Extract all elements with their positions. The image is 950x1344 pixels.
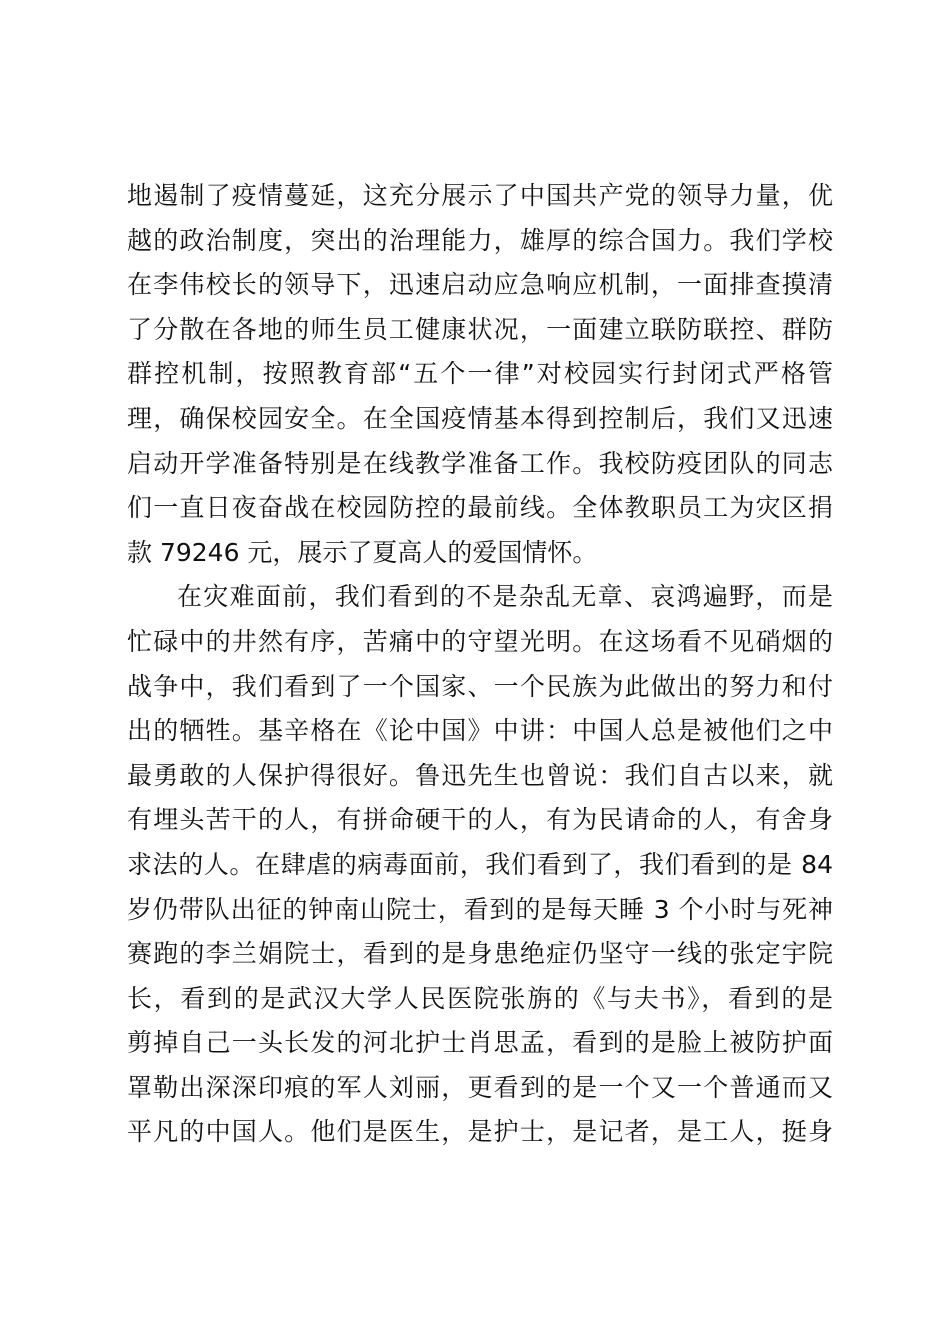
text-line: 有埋头苦干的人，有拼命硬干的人，有为民请命的人，有舍身: [127, 805, 833, 835]
text-line: 最勇敢的人保护得很好。鲁迅先生也曾说：我们自古以来，就: [127, 760, 833, 790]
text-line: 剪掉自己一头长发的河北护士肖思孟，看到的是脸上被防护面: [127, 1028, 833, 1058]
text-line: 忙碌中的井然有序，苦痛中的守望光明。在这场看不见硝烟的: [127, 626, 833, 656]
text-line: 启动开学准备特别是在线教学准备工作。我校防疫团队的同志: [127, 448, 833, 478]
text-line: 求法的人。在肆虐的病毒面前，我们看到了，我们看到的是 84: [127, 849, 833, 879]
text-line: 了分散在各地的师生员工健康状况，一面建立联防联控、群防: [127, 314, 833, 344]
text-line: 地遏制了疫情蔓延，这充分展示了中国共产党的领导力量，优: [127, 181, 833, 210]
text-line: 长，看到的是武汉大学人民医院张旃的《与夫书》，看到的是: [127, 983, 833, 1013]
text-line: 理，确保校园安全。在全国疫情基本得到控制后，我们又迅速: [127, 403, 833, 433]
text-line: 罩勒出深深印痕的军人刘丽，更看到的是一个又一个普通而又: [127, 1072, 833, 1102]
paragraph-end-line: 款 79246 元，展示了夏高人的爱国情怀。: [127, 537, 598, 567]
paragraph-start-line: 在灾难面前，我们看到的不是杂乱无章、哀鸿遍野，而是: [177, 582, 833, 612]
text-line: 们一直日夜奋战在校园防控的最前线。全体教职员工为灾区捐: [127, 493, 833, 523]
text-line: 赛跑的李兰娟院士，看到的是身患绝症仍坚守一线的张定宇院: [127, 939, 833, 969]
text-line: 越的政治制度，突出的治理能力，雄厚的综合国力。我们学校: [127, 225, 833, 255]
text-line: 出的牺牲。基辛格在《论中国》中讲：中国人总是被他们之中: [127, 716, 833, 746]
text-line: 岁仍带队出征的钟南山院士，看到的是每天睡 3 个小时与死神: [127, 894, 833, 924]
text-line: 在李伟校长的领导下，迅速启动应急响应机制，一面排查摸清: [127, 270, 833, 300]
text-line: 群控机制，按照教育部“五个一律”对校园实行封闭式严格管: [127, 359, 833, 389]
text-line: 战争中，我们看到了一个国家、一个民族为此做出的努力和付: [127, 671, 833, 701]
text-line: 平凡的中国人。他们是医生，是护士，是记者，是工人，挺身: [127, 1117, 833, 1147]
body-text: [127, 174, 833, 1155]
